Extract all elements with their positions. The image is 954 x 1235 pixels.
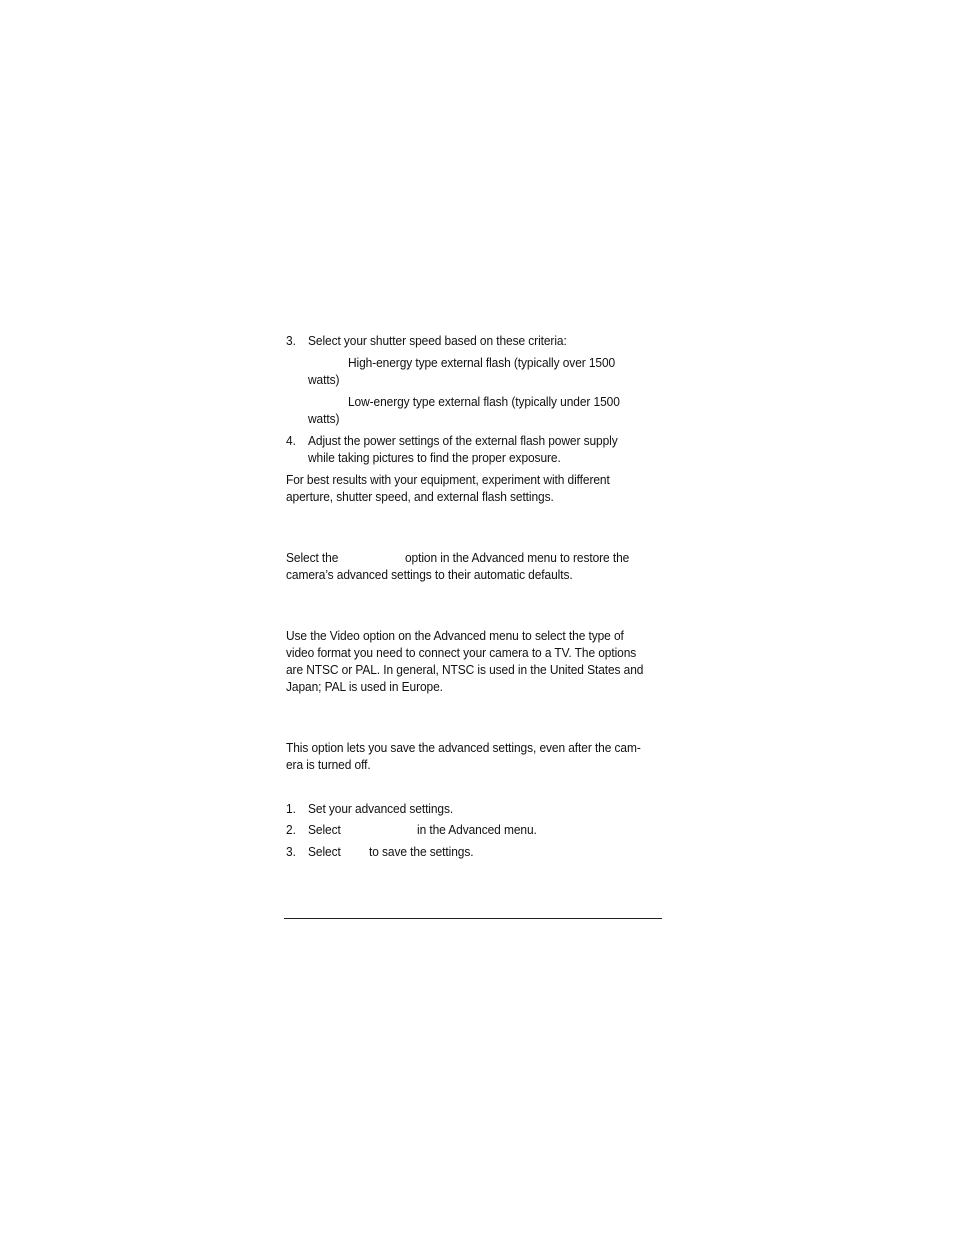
step-text: in the Advanced menu. [417,822,537,837]
paragraph-line: camera’s advanced settings to their automatic defaults. [286,567,573,582]
step-text: to save the settings. [369,844,474,859]
paragraph-line: are NTSC or PAL. In general, NTSC is used in the United States and [286,662,644,677]
paragraph-line: aperture, shutter speed, and external flash settings. [286,489,554,504]
step-number: 4. [286,433,296,448]
criteria-line: watts) [308,372,340,387]
step-number: 1. [286,801,296,816]
step-text: Select [308,822,341,837]
paragraph-line: Japan; PAL is used in Europe. [286,679,443,694]
criteria-line: High-energy type external flash (typically over 1500 [348,355,616,370]
step-number: 3. [286,844,296,859]
step-text: while taking pictures to find the proper exposure. [308,450,561,465]
paragraph-line: Select the [286,550,339,565]
paragraph-line: era is turned off. [286,757,371,772]
step-text: Select [308,844,341,859]
criteria-line: Low-energy type external flash (typically under 1500 [348,394,620,409]
paragraph-line: video format you need to connect your camera to a TV. The options [286,645,637,660]
step-text: Select your shutter speed based on these criteria: [308,333,567,348]
paragraph-line: option in the Advanced menu to restore the [405,550,630,565]
step-text: Set your advanced settings. [308,801,454,816]
paragraph-line: Use the Video option on the Advanced menu to select the type of [286,628,624,643]
footer-rule [284,918,662,919]
step-number: 2. [286,822,296,837]
step-number: 3. [286,333,296,348]
paragraph-line: This option lets you save the advanced settings, even after the cam- [286,740,641,755]
paragraph-line: For best results with your equipment, experiment with different [286,472,610,487]
criteria-line: watts) [308,411,340,426]
step-text: Adjust the power settings of the external flash power supply [308,433,618,448]
